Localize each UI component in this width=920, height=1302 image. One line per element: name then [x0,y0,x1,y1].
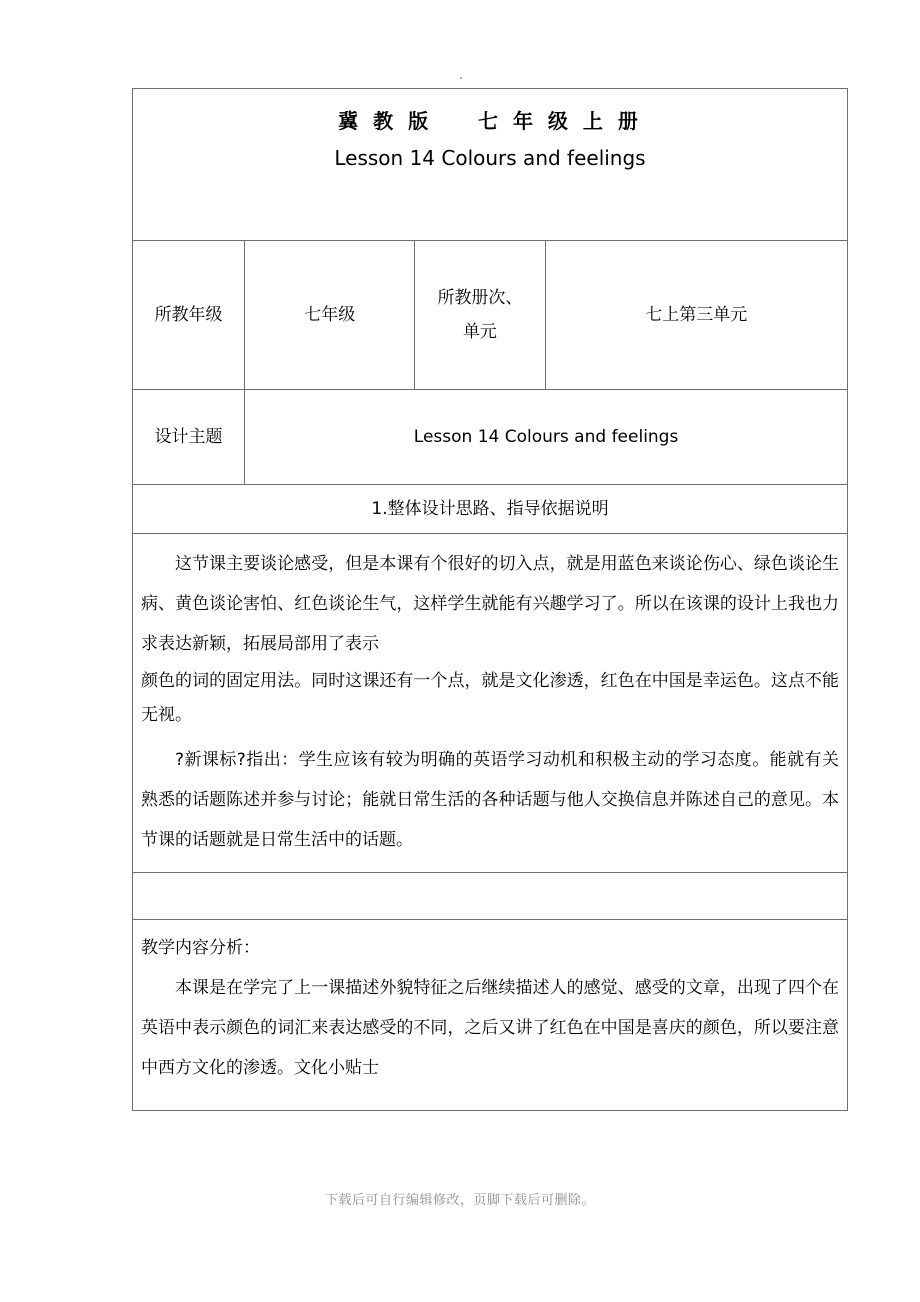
body-paragraph-3: ?新课标?指出：学生应该有较为明确的英语学习动机和积极主动的学习态度。能就有关熟悉的话题陈述并参与讨论；能就日常生活的各种话题与他人交换信息并陈述自己的意见。本节课的话题就是日常生活中的话题。 [141,750,839,850]
content-analysis-paragraph-1: 本课是在学完了上一课描述外貌特征之后继续描述人的感觉、感受的文章，出现了四个在英语中表示颜色的词汇来表达感受的不同，之后又讲了红色在中国是喜庆的颜色，所以要注意中西方文化的渗透。文化小贴士 [141,978,839,1078]
content-analysis-label: 教学内容分析： [141,938,260,958]
table-row-design-theme [133,390,848,485]
design-theme-label: 设计主题 [154,427,223,447]
grade-value: 七年级 [304,305,356,325]
body-paragraph-1: 这节课主要谈论感受，但是本课有个很好的切入点，就是用蓝色来谈论伤心、绿色谈论生病、黄色谈论害怕、红色谈论生气，这样学生就能有兴趣学习了。所以在该课的设计上我也力求表达新颖，拓展局部用了表示 [141,554,839,654]
title-cell [133,89,848,241]
volume-label-cell [415,241,545,390]
page-title-cn: 冀 教 版 七 年 级 上 册 [338,109,642,133]
lesson-plan-table [132,88,848,1111]
body-paragraph-2: 颜色的词的固定用法。同时这课还有一个点，就是文化渗透，红色在中国是幸运色。这点不能无视。 [141,671,839,725]
design-theme-label-cell [133,390,245,485]
volume-label-line1: 所教册次、 [437,288,523,308]
section-heading: 1.整体设计思路、指导依据说明 [371,499,609,519]
table-row-content-analysis [133,920,848,1111]
content-analysis-cell [133,920,848,1111]
design-theme-value: Lesson 14 Colours and feelings [413,427,679,447]
page-title-en: Lesson 14 Colours and feelings [334,146,646,170]
table-row-blank [133,873,848,920]
grade-label: 所教年级 [154,305,223,325]
body-cell [133,534,848,873]
volume-value-cell [545,241,847,390]
page-footer: 下载后可自行编辑修改，页脚下载后可删除。 [324,1193,595,1208]
stray-period-mark: . [459,68,464,83]
grade-label-cell [133,241,245,390]
table-row-grade-info [133,241,848,390]
table-row-body [133,534,848,873]
grade-value-cell [245,241,415,390]
table-row-section-heading [133,485,848,534]
volume-value: 七上第三单元 [645,305,748,325]
blank-cell [133,873,848,920]
table-row-title [133,89,848,241]
section-heading-cell [133,485,848,534]
design-theme-value-cell [245,390,848,485]
volume-label-line2: 单元 [462,322,497,342]
